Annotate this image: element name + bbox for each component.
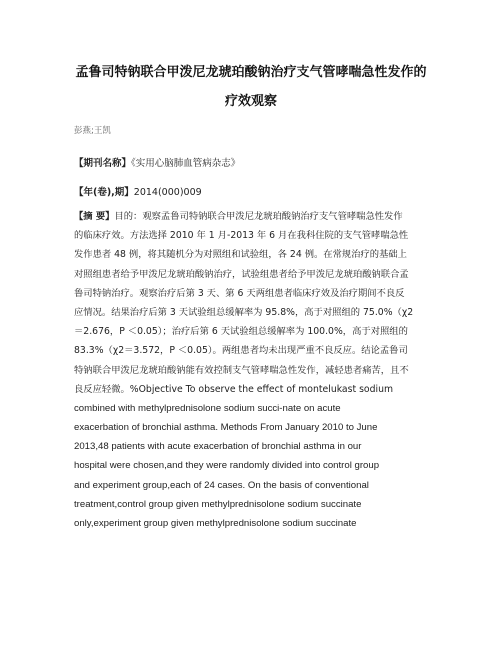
abstract-line: hospital were chosen,and they were randomly divided into control group xyxy=(74,460,380,472)
document-title-line-2: 疗效观察 xyxy=(224,94,277,109)
abstract-line: treatment,control group given methylprednisolone sodium succinate xyxy=(74,498,362,510)
journal-source-value: 《实用心脑肺血管病杂志》 xyxy=(131,158,241,169)
abstract-line: combined with methylprednisolone sodium succi-nate on acute xyxy=(74,402,341,414)
journal-issue-label: 【年(卷),期】 xyxy=(74,187,134,198)
abstract-line: 83.3%（χ2＝3.572，P ＜0.05）。两组患者均未出现严重不良反应。结论孟鲁司 xyxy=(74,345,408,357)
abstract-line: 特钠联合甲泼尼龙琥珀酸钠能有效控制支气管哮喘急性发作，减轻患者痛苦，且不 xyxy=(74,364,409,376)
abstract-line: 【摘 要】目的：观察孟鲁司特钠联合甲泼尼龙琥珀酸钠治疗支气管哮喘急性发作 xyxy=(74,211,403,222)
document-title-line-1: 孟鲁司特钠联合甲泼尼龙琥珀酸钠治疗支气管哮喘急性发作的 xyxy=(75,65,427,80)
abstract-line: 2013,48 patients with acute exacerbation of bronchial asthma in our xyxy=(74,441,362,453)
abstract-line: 鲁司特钠治疗。观察治疗后第 3 天、第 6 天两组患者临床疗效及治疗期间不良反 xyxy=(74,287,405,299)
abstract-line: exacerbation of bronchial asthma. Methods From January 2010 to June xyxy=(74,422,378,434)
abstract-line: 的临床疗效。方法选择 2010 年 1 月-2013 年 6 月在我科住院的支气管哮喘急性 xyxy=(74,230,409,242)
abstract-label: 【摘 要】 xyxy=(74,211,115,222)
journal-issue-value: 2014(000)009 xyxy=(133,187,202,198)
abstract-line: 发作患者 48 例，将其随机分为对照组和试验组，各 24 例。在常规治疗的基础上 xyxy=(74,249,407,261)
abstract-line: 对照组患者给予甲泼尼龙琥珀酸钠治疗，试验组患者给予甲泼尼龙琥珀酸钠联合孟 xyxy=(74,268,409,280)
authors: 彭燕;王凯 xyxy=(74,126,111,136)
abstract-line: ＝2.676，P ＜0.05）；治疗后第 6 天试验组总缓解率为 100.0%，高于对照组的 xyxy=(74,326,408,338)
journal-issue xyxy=(74,184,202,198)
abstract-line: 应情况。结果治疗后第 3 天试验组总缓解率为 95.8%，高于对照组的 75.0%（χ2 xyxy=(74,306,414,318)
journal-source xyxy=(74,155,240,169)
abstract-line: and experiment group,each of 24 cases. On the basis of conventional xyxy=(74,479,369,491)
abstract-line: 良反应轻微。%Objective To observe the effect of montelukast sodium xyxy=(74,383,394,395)
abstract-line: only,experiment group given methylprednisolone sodium succinate xyxy=(74,518,357,529)
abstract xyxy=(74,207,444,533)
journal-source-label: 【期刊名称】 xyxy=(74,158,132,169)
